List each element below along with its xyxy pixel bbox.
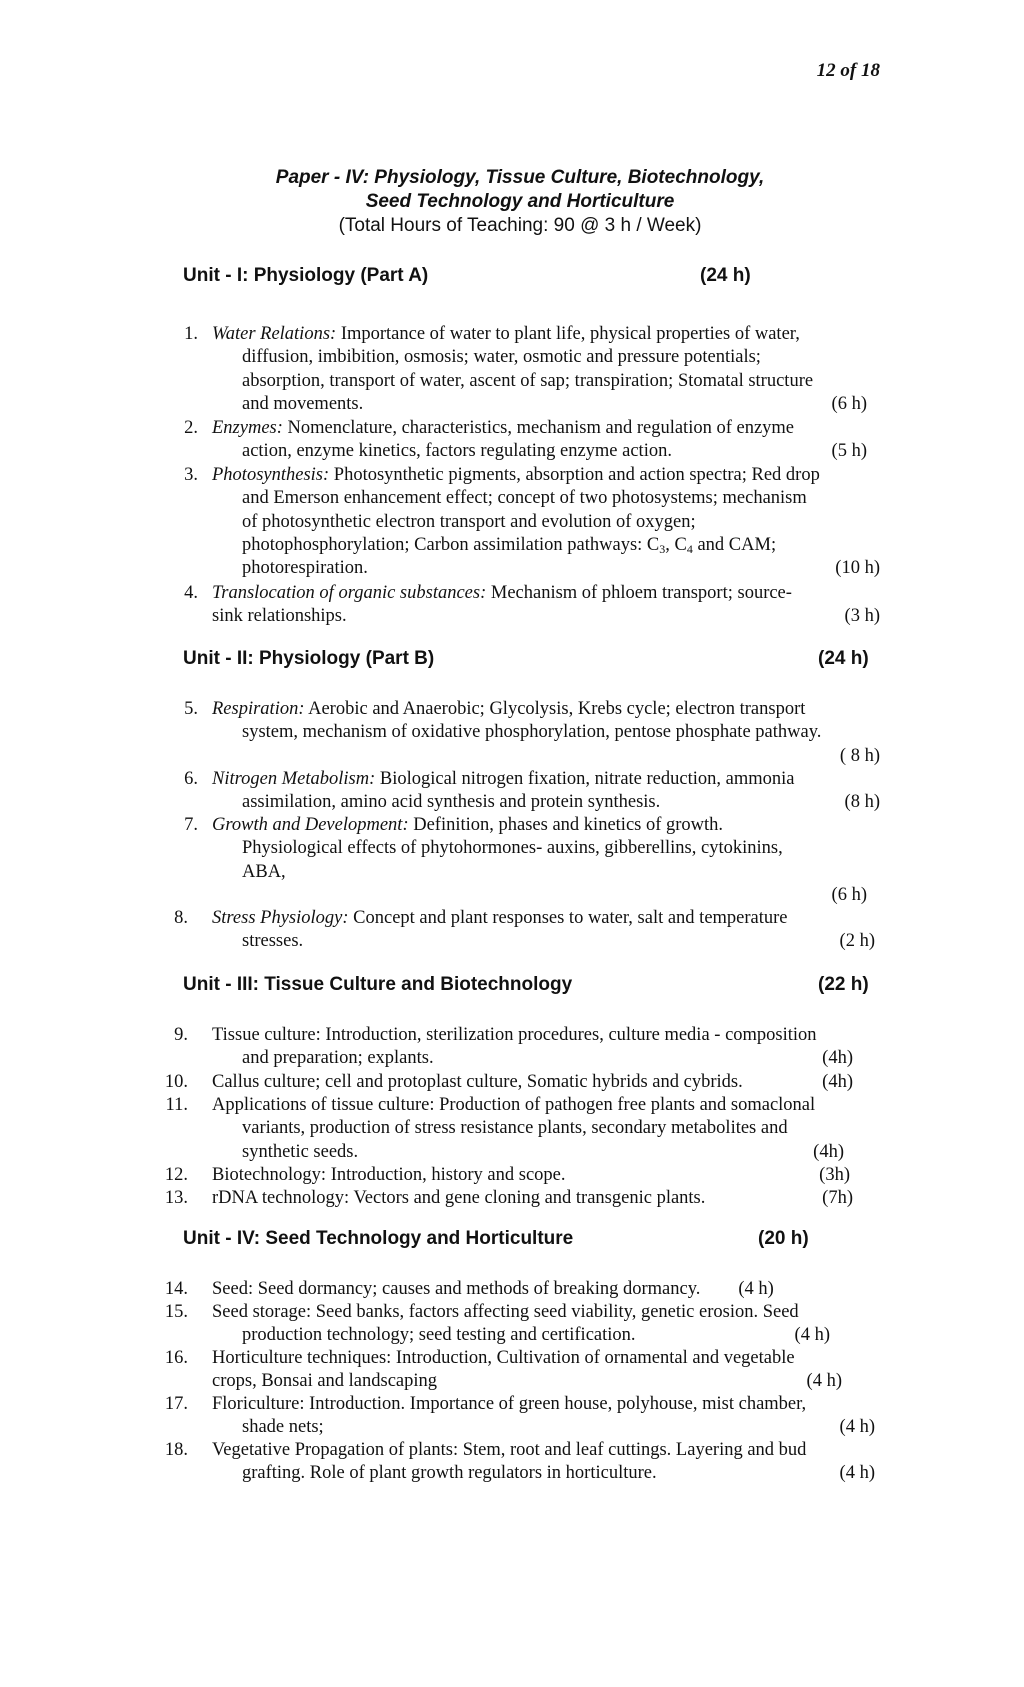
list-item-11: 11. Applications of tissue culture: Production of pathogen free plants and somaclonal variants, production of stress resistance plants, secondary metabolites and synthetic seeds. (4h)	[160, 1094, 880, 1164]
list-item-1: 1. Water Relations: Importance of water to plant life, physical properties of water, diffusion, imbibition, osmosis; water, osmotic and pressure potentials; absorption, transport of water, ascent of sap; transpiration; Stomatal structure and movements. (6 h)	[160, 323, 880, 416]
item-hours: ( 8 h)	[839, 745, 880, 766]
unit-3-heading: Unit - III: Tissue Culture and Biotechnology	[183, 974, 573, 995]
item-topic: Photosynthesis:	[212, 465, 330, 485]
item-hours: (4h)	[813, 1141, 844, 1162]
unit-2-heading: Unit - II: Physiology (Part B)	[183, 648, 435, 669]
item-hours: (8 h)	[844, 792, 880, 813]
item-hours: (3h)	[819, 1165, 850, 1185]
unit-1-heading: Unit - I: Physiology (Part A)	[183, 265, 429, 286]
item-topic: Nitrogen Metabolism:	[212, 769, 376, 789]
list-item-17: 17. Floriculture: Introduction. Importance of green house, polyhouse, mist chamber, shade nets; (4 h)	[160, 1393, 880, 1440]
item-topic: Respiration:	[212, 699, 305, 719]
item-hours: (4h)	[822, 1048, 853, 1069]
list-item-16: 16. Horticulture techniques: Introduction, Cultivation of ornamental and vegetable crops, Bonsai and landscaping (4 h)	[160, 1347, 880, 1394]
item-hours: (2 h)	[839, 931, 875, 952]
list-item-15: 15. Seed storage: Seed banks, factors affecting seed viability, genetic erosion. Seed production technology; seed testing and certification. (4 h)	[160, 1301, 880, 1348]
item-topic: Water Relations:	[212, 324, 337, 344]
list-item-8: 8. Stress Physiology: Concept and plant responses to water, salt and temperature stresses. (2 h)	[160, 907, 880, 954]
unit-4-hours: (20 h)	[758, 1228, 809, 1249]
paper-title-line1: Paper - IV: Physiology, Tissue Culture, Biotechnology,	[275, 167, 765, 188]
item-topic: Growth and Development:	[212, 815, 409, 835]
item-hours: (4 h)	[794, 1325, 830, 1346]
list-item-3: 3. Photosynthesis: Photosynthetic pigments, absorption and action spectra; Red drop and Emerson enhancement effect; concept of two photosystems; mechanism of photosynthetic electron transport and evolution of oxygen; photophosphorylation; Carbon assimilation pathways: $C_3$, $C_4$ and CAM; photorespiration. (10 h)	[160, 464, 880, 580]
item-hours: (5 h)	[831, 441, 867, 462]
list-item-7: 7. Growth and Development: Definition, phases and kinetics of growth. Physiological effects of phytohormones- auxins, gibberellins, cytokinins, ABA, (6 h)	[160, 814, 880, 907]
item-hours: (4 h)	[839, 1417, 875, 1438]
item-hours: (4 h)	[806, 1371, 842, 1392]
item-topic: Stress Physiology:	[212, 908, 349, 928]
item-hours: (4h)	[822, 1072, 853, 1092]
list-item-2: 2. Enzymes: Nomenclature, characteristics, mechanism and regulation of enzyme action, enzyme kinetics, factors regulating enzyme action. (5 h)	[160, 417, 880, 464]
unit-1-hours: (24 h)	[700, 265, 751, 286]
unit-3-hours: (22 h)	[818, 974, 869, 995]
list-item-13: 13. rDNA technology: Vectors and gene cloning and transgenic plants. (7h)	[160, 1187, 880, 1210]
paper-title-line2: Seed Technology and Horticulture	[365, 191, 675, 212]
item-hours: (6 h)	[831, 884, 867, 905]
item-hours: (6 h)	[831, 393, 867, 414]
list-item-9: 9. Tissue culture: Introduction, sterilization procedures, culture media - composition and preparation; explants. (4h)	[160, 1024, 880, 1071]
item-topic: Translocation of organic substances:	[212, 583, 487, 603]
item-hours: (4 h)	[738, 1279, 774, 1299]
item-hours: (4 h)	[839, 1463, 875, 1484]
list-item-10: 10. Callus culture; cell and protoplast culture, Somatic hybrids and cybrids. (4h)	[160, 1071, 880, 1094]
item-hours: (7h)	[822, 1188, 853, 1208]
list-item-14: 14. Seed: Seed dormancy; causes and methods of breaking dormancy. (4 h)	[164, 1279, 774, 1299]
item-hours: (3 h)	[844, 606, 880, 627]
list-item-4: 4. Translocation of organic substances: Mechanism of phloem transport; source- sink relationships. (3 h)	[160, 582, 880, 629]
page-number: 12 of 18	[816, 60, 880, 81]
list-item-18: 18. Vegetative Propagation of plants: Stem, root and leaf cuttings. Layering and bud grafting. Role of plant growth regulators in horticulture. (4 h)	[160, 1439, 880, 1486]
list-item-6: 6. Nitrogen Metabolism: Biological nitrogen fixation, nitrate reduction, ammonia assimilation, amino acid synthesis and protein synthesis. (8 h)	[160, 768, 880, 815]
item-topic: Enzymes:	[212, 418, 283, 438]
teaching-hours-subtitle: (Total Hours of Teaching: 90 @ 3 h / Week)	[338, 215, 702, 236]
item-hours: (10 h)	[835, 558, 880, 579]
list-item-12: 12. Biotechnology: Introduction, history and scope. (3h)	[160, 1164, 880, 1187]
unit-2-hours: (24 h)	[818, 648, 869, 669]
list-item-5: 5. Respiration: Aerobic and Anaerobic; Glycolysis, Krebs cycle; electron transport system, mechanism of oxidative phosphorylation, pentose phosphate pathway. ( 8 h)	[160, 698, 880, 768]
unit-4-heading: Unit - IV: Seed Technology and Horticulture	[183, 1228, 574, 1249]
